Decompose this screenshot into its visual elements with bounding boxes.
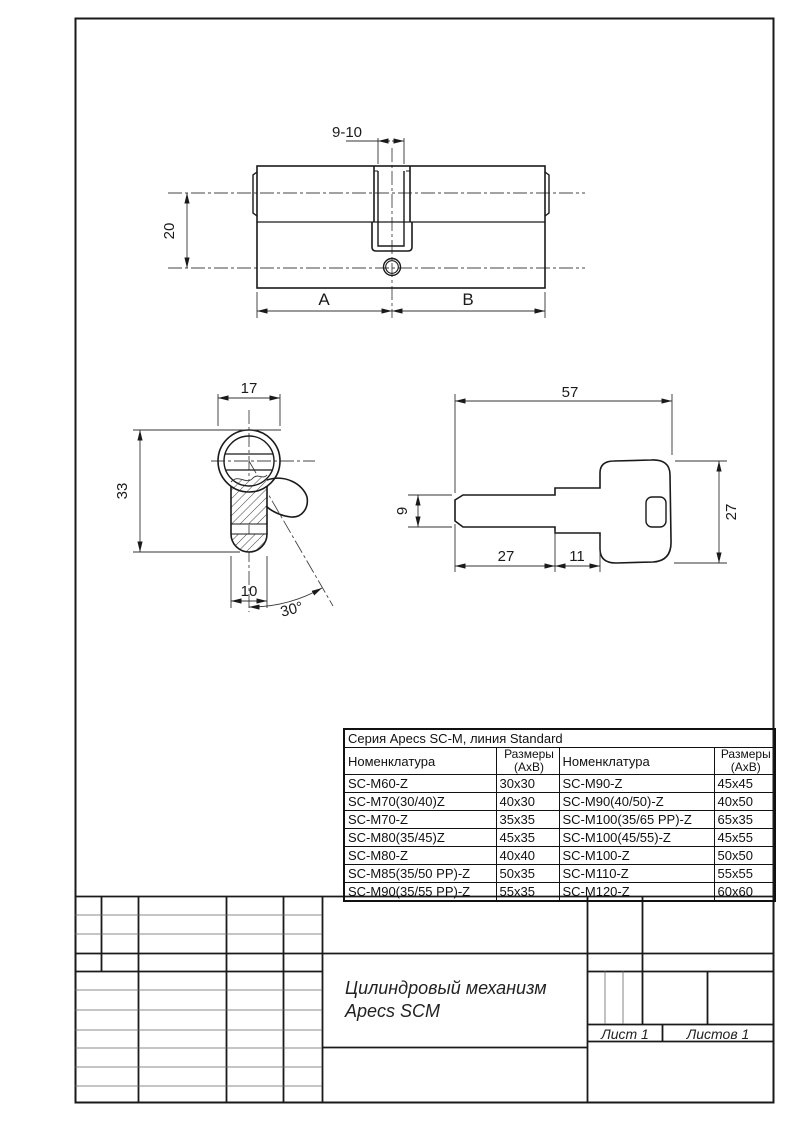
- table-cell: 50x50: [714, 847, 775, 865]
- table-row: [344, 865, 775, 883]
- table-cell: SC-M90(35/55 PP)-Z: [344, 883, 496, 902]
- table-cell: SC-M100(45/55)-Z: [559, 829, 714, 847]
- header-size-line2: (АхВ): [514, 760, 544, 774]
- table-row: [344, 775, 775, 793]
- table-cell: 55x55: [714, 865, 775, 883]
- table-cell: SC-M80(35/45)Z: [344, 829, 496, 847]
- dimension-label-head-height: 27: [723, 503, 740, 521]
- cylinder-body-view: [161, 124, 585, 318]
- dimension-label-center-height: 20: [161, 222, 178, 240]
- key-outline: [455, 460, 671, 563]
- sheet-frame: [76, 19, 774, 1103]
- header-size: [714, 748, 775, 775]
- table-cell: 45x35: [496, 829, 559, 847]
- header-size: [496, 748, 559, 775]
- table-cell: 35x35: [496, 811, 559, 829]
- table-cell: 40x40: [496, 847, 559, 865]
- table-cell: SC-M90(40/50)-Z: [559, 793, 714, 811]
- table-cell: SC-M110-Z: [559, 865, 714, 883]
- table-header-row: [344, 748, 775, 775]
- header-nomenclature: Номенклатура: [344, 748, 496, 775]
- header-size-line1: Размеры: [720, 747, 771, 761]
- dimension-blade-height: [408, 495, 452, 527]
- dimension-label-bottom-width: 10: [240, 583, 258, 600]
- table-cell: 30x30: [496, 775, 559, 793]
- dimension-cam-width: [346, 138, 404, 164]
- dimension-label-blade-length: 27: [497, 548, 515, 565]
- dimension-label-cam-width: 9-10: [331, 124, 363, 141]
- header-size-line1: Размеры: [504, 747, 554, 761]
- document-title: [345, 977, 547, 1023]
- table-cell: SC-M70-Z: [344, 811, 496, 829]
- table-cell: 65x35: [714, 811, 775, 829]
- key-hole: [646, 497, 666, 527]
- table-title: Серия Apecs SC-M, линия Standard: [344, 729, 775, 748]
- table-row: [344, 829, 775, 847]
- table-row: [344, 811, 775, 829]
- dimension-label-section-height: 33: [114, 482, 131, 500]
- table-cell: 40x30: [496, 793, 559, 811]
- table-cell: SC-M60-Z: [344, 775, 496, 793]
- table-cell: 50x35: [496, 865, 559, 883]
- table-cell: 55x35: [496, 883, 559, 902]
- table-cell: SC-M100(35/65 PP)-Z: [559, 811, 714, 829]
- dimension-label-key-length: 57: [561, 384, 579, 401]
- dimension-label-b: B: [462, 290, 474, 309]
- table-row: [344, 883, 775, 902]
- cam-lever: [266, 478, 307, 517]
- table-cell: SC-M100-Z: [559, 847, 714, 865]
- table-row: [344, 847, 775, 865]
- dimension-label-a: A: [318, 290, 330, 309]
- table-cell: 45x45: [714, 775, 775, 793]
- document-title-line2: Apecs SCM: [345, 1001, 441, 1021]
- key-view: [394, 384, 740, 572]
- sheet-number: Лист 1: [601, 1026, 649, 1042]
- table-cell: 60x60: [714, 883, 775, 902]
- table-cell: SC-M70(30/40)Z: [344, 793, 496, 811]
- sheets-total: Листов 1: [686, 1026, 750, 1042]
- dimension-head-height: [674, 461, 727, 563]
- header-size-line2: (АхВ): [730, 760, 761, 774]
- dimension-a-b: [257, 292, 545, 318]
- table-cell: 40x50: [714, 793, 775, 811]
- centerlines: [168, 148, 585, 318]
- dimension-label-section-width: 17: [240, 380, 258, 397]
- table-cell: SC-M85(35/50 PP)-Z: [344, 865, 496, 883]
- dimension-label-shoulder-length: 11: [569, 548, 585, 565]
- spec-table: [343, 728, 776, 902]
- table-cell: SC-M120-Z: [559, 883, 714, 902]
- table-cell: 45x55: [714, 829, 775, 847]
- table-cell: SC-M80-Z: [344, 847, 496, 865]
- dimension-label-blade-height: 9: [394, 506, 411, 516]
- document-title-line1: Цилиндровый механизм: [345, 978, 547, 998]
- dimension-key-length: [455, 394, 672, 493]
- section-hatch-lower: [231, 534, 267, 552]
- table-row: [344, 793, 775, 811]
- table-cell: SC-M90-Z: [559, 775, 714, 793]
- header-nomenclature: Номенклатура: [559, 748, 714, 775]
- profile-section-view: [114, 380, 333, 621]
- dimension-label-cam-angle: 30°: [278, 598, 305, 621]
- table-title-row: [344, 729, 775, 748]
